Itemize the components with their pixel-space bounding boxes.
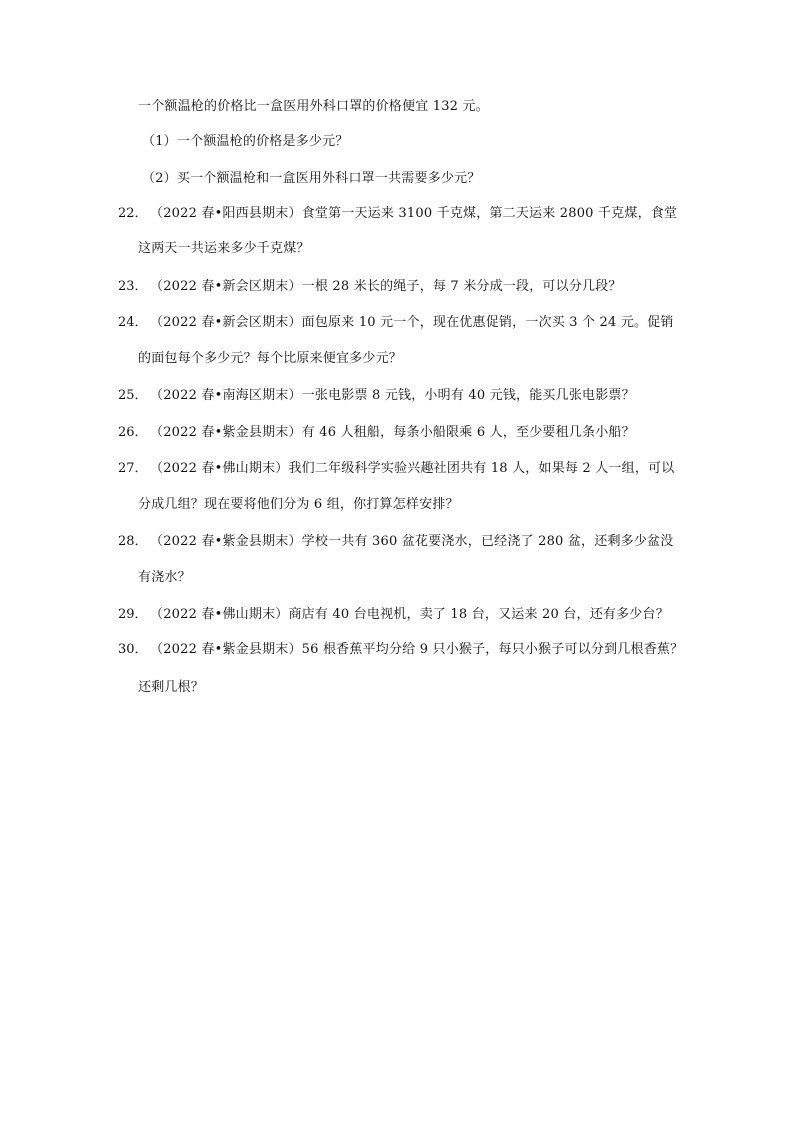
question-text: （2022 春•南海区期末）一张电影票 8 元钱，小明有 40 元钱，能买几张电影票？ (150, 388, 635, 403)
question-text: （2022 春•佛山期末）商店有 40 台电视机，卖了 18 台，又运来 20 台，还有多少台？ (150, 607, 669, 622)
question-text-continued: 分成几组？现在要将他们分为 6 组，你打算怎样安排？ (138, 497, 459, 512)
question-number: 27． (118, 461, 148, 476)
question-text-continued: 有浇水？ (138, 570, 191, 585)
question-number: 24． (118, 315, 148, 330)
question-text: （2022 春•紫金县期末）学校一共有 360 盆花要浇水，已经浇了 280 盆，还剩多少盆没 (150, 534, 674, 549)
intro-line: 一个额温枪的价格比一盒医用外科口罩的价格便宜 132 元。 (138, 99, 489, 114)
question-number: 23． (118, 279, 148, 294)
question-text: （2022 春•新会区期末）一根 28 米长的绳子，每 7 米分成一段，可以分几段？ (150, 279, 622, 294)
question-text: （2022 春•紫金县期末）56 根香蕉平均分给 9 只小猴子，每只小猴子可以分到几根香蕉？ (150, 642, 684, 657)
question-text: （2022 春•佛山期末）我们二年级科学实验兴趣社团共有 18 人，如果每 2 人一组，可以 (150, 461, 675, 476)
sub-question-1: （1）一个额温枪的价格是多少元？ (142, 134, 349, 149)
question-text-continued: 这两天一共运来多少千克煤？ (138, 241, 310, 256)
question-number: 25． (118, 388, 148, 403)
question-text-continued: 还剩几根？ (138, 680, 205, 695)
question-text: （2022 春•新会区期末）面包原来 10 元一个，现在优惠促销，一次买 3 个 24 元。促销 (150, 315, 674, 330)
question-number: 29． (118, 607, 148, 622)
question-number: 26． (118, 425, 148, 440)
question-number: 30． (118, 642, 148, 657)
question-text-continued: 的面包每个多少元？每个比原来便宜多少元？ (138, 351, 403, 366)
question-number: 22． (118, 206, 148, 221)
sub-question-2: （2）买一个额温枪和一盒医用外科口罩一共需要多少元？ (142, 171, 481, 186)
question-number: 28． (118, 534, 148, 549)
question-text: （2022 春•紫金县期末）有 46 人租船，每条小船限乘 6 人，至少要租几条小船？ (150, 425, 635, 440)
question-text: （2022 春•阳西县期末）食堂第一天运来 3100 千克煤，第二天运来 2800 千克煤，食堂 (150, 206, 678, 221)
